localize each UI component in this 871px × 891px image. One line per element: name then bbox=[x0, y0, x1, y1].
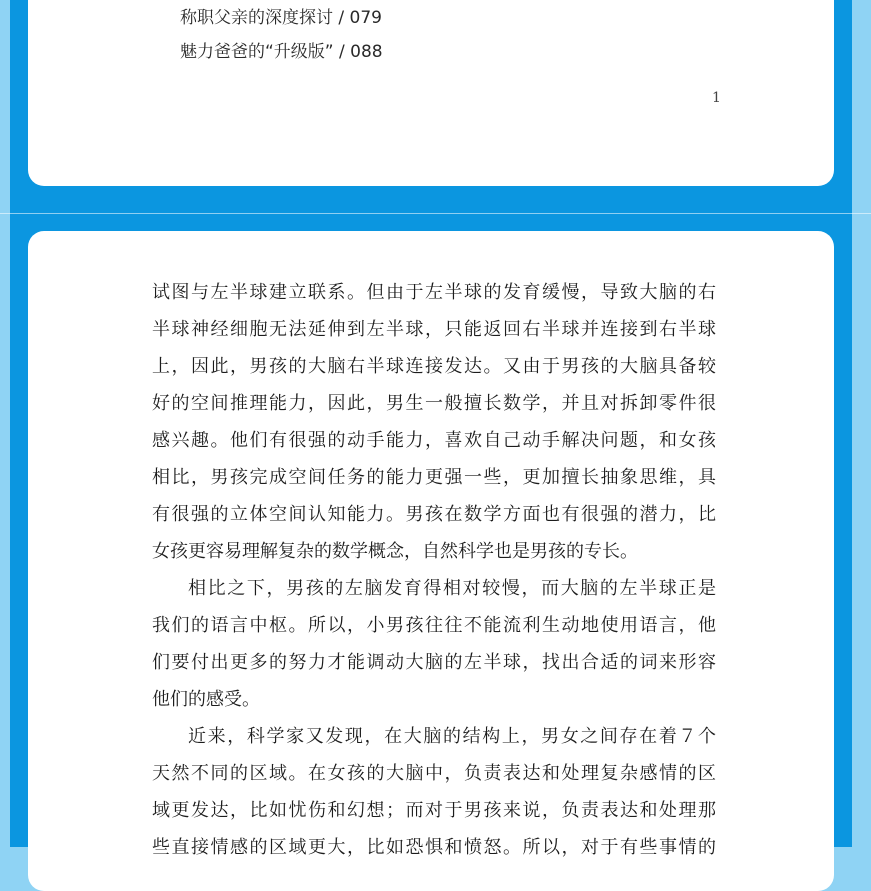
previous-page bbox=[28, 0, 834, 186]
text-line: 相比之下，男孩的左脑发育得相对较慢，而大脑的左半球正是 bbox=[188, 578, 716, 599]
page-number: 1 bbox=[712, 90, 721, 106]
text-line: 好的空间推理能力，因此，男生一般擅长数学，并且对拆卸零件很 bbox=[152, 393, 716, 414]
text-line: 域更发达，比如忧伤和幻想；而对于男孩来说，负责表达和处理那 bbox=[152, 800, 716, 821]
text-line: 女孩更容易理解复杂的数学概念，自然科学也是男孩的专长。 bbox=[152, 541, 638, 562]
text-line: 们要付出更多的努力才能调动大脑的左半球，找出合适的词来形容 bbox=[152, 652, 716, 673]
toc-entry[interactable]: 称职父亲的深度探讨 / 079 bbox=[180, 8, 382, 28]
text-line: 他们的感受。 bbox=[152, 689, 260, 710]
text-line: 试图与左半球建立联系。但由于左半球的发育缓慢，导致大脑的右 bbox=[152, 282, 716, 303]
text-line: 感兴趣。他们有很强的动手能力，喜欢自己动手解决问题，和女孩 bbox=[152, 430, 716, 451]
text-line: 半球神经细胞无法延伸到左半球，只能返回右半球并连接到右半球 bbox=[152, 319, 716, 340]
text-line: 天然不同的区域。在女孩的大脑中，负责表达和处理复杂感情的区 bbox=[152, 763, 716, 784]
page-divider bbox=[0, 213, 871, 214]
text-line: 些直接情感的区域更大，比如恐惧和愤怒。所以，对于有些事情的 bbox=[152, 837, 716, 858]
text-line: 我们的语言中枢。所以，小男孩往往不能流利生动地使用语言，他 bbox=[152, 615, 716, 636]
toc-entry[interactable]: 魅力爸爸的“升级版” / 088 bbox=[180, 42, 383, 62]
text-line: 有很强的立体空间认知能力。男孩在数学方面也有很强的潜力，比 bbox=[152, 504, 716, 525]
text-line: 相比，男孩完成空间任务的能力更强一些，更加擅长抽象思维，具 bbox=[152, 467, 716, 488]
text-line: 上，因此，男孩的大脑右半球连接发达。又由于男孩的大脑具备较 bbox=[152, 356, 716, 377]
text-line: 近来，科学家又发现，在大脑的结构上，男女之间存在着７个 bbox=[188, 726, 716, 747]
current-page bbox=[28, 231, 834, 891]
